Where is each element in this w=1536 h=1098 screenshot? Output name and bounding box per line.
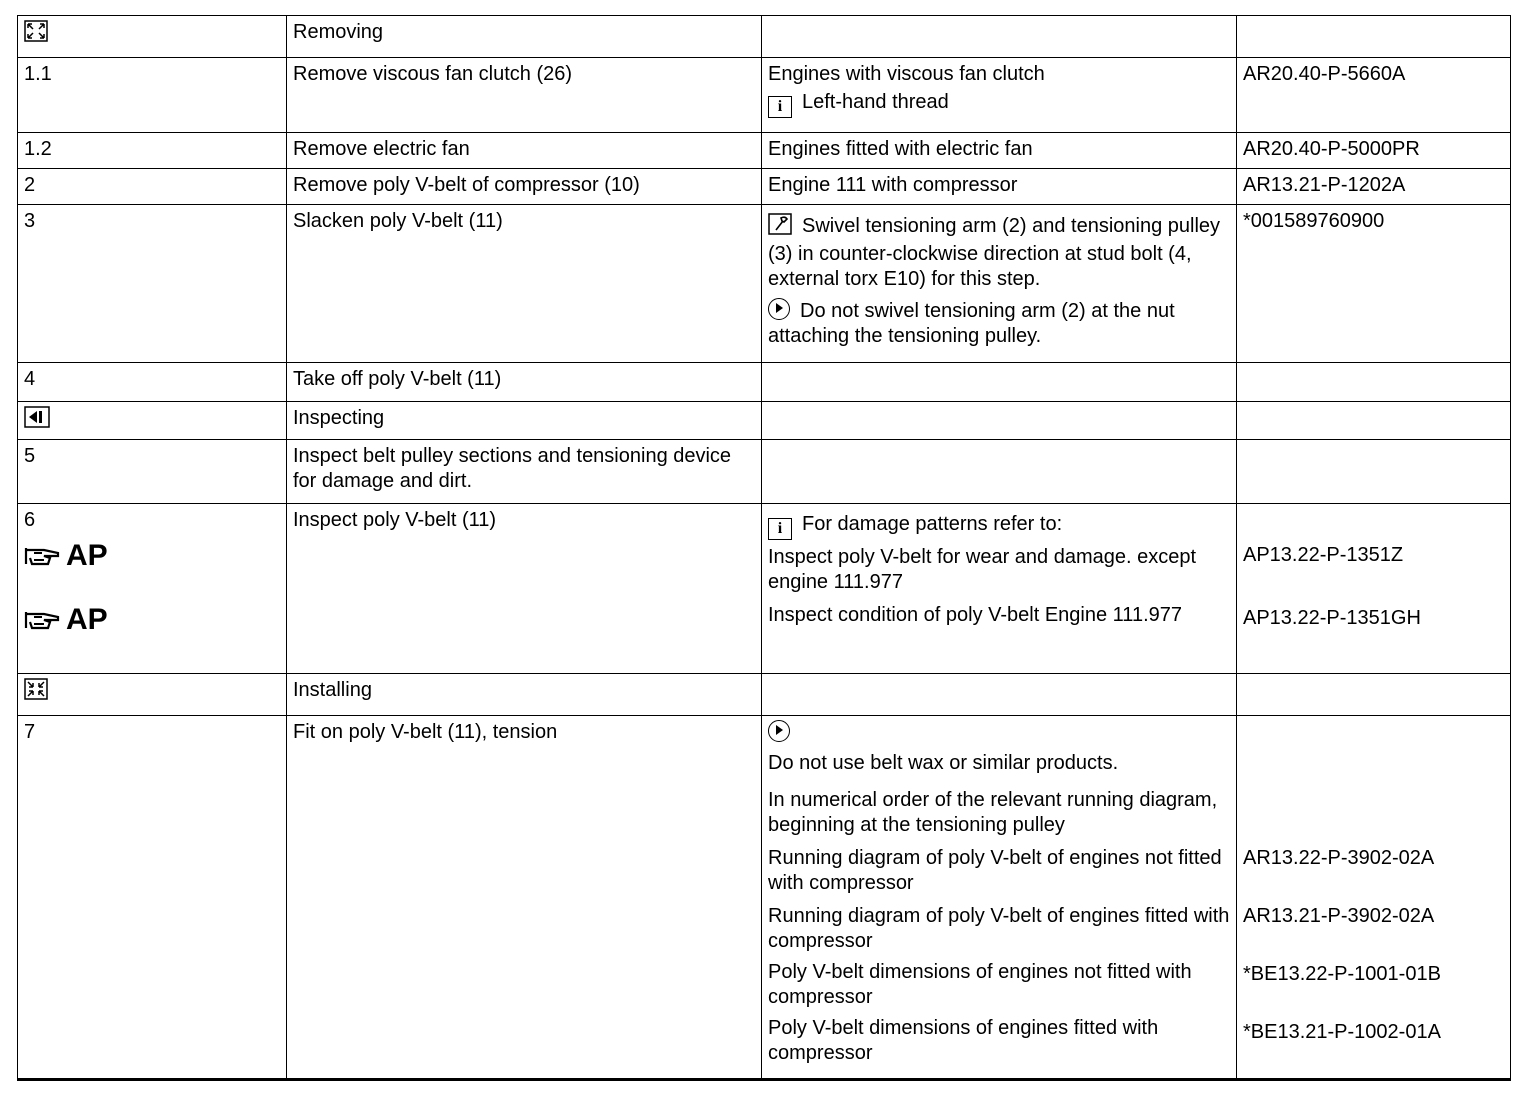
reference-link[interactable]: *BE13.22-P-1001-01B <box>1243 963 1441 985</box>
action-text: Inspect poly V-belt (11) <box>287 504 762 674</box>
removing-icon <box>24 20 48 49</box>
table-row <box>18 58 1511 133</box>
note-cell <box>762 504 1237 674</box>
reference-link[interactable]: *001589760900 <box>1237 205 1511 363</box>
step-number: 3 <box>18 205 287 363</box>
action-text: Slacken poly V-belt (11) <box>287 205 762 363</box>
ap-reference-2[interactable] <box>24 603 280 637</box>
step-number: 5 <box>18 440 287 504</box>
reference-link[interactable]: *BE13.21-P-1002-01A <box>1243 1021 1441 1043</box>
ap-label: AP <box>66 539 108 572</box>
note-text: Do not use belt wax or similar products. <box>768 752 1119 774</box>
note-text: Poly V-belt dimensions of engines not fitted with compressor <box>768 961 1192 1008</box>
section-title-installing: Installing <box>287 674 762 716</box>
procedure-table <box>17 15 1511 1081</box>
action-text: Remove viscous fan clutch (26) <box>287 58 762 133</box>
note-text: Running diagram of poly V-belt of engines not fitted with compressor <box>768 847 1222 894</box>
note-text: For damage patterns refer to: <box>802 513 1063 535</box>
reference-link[interactable]: AR13.21-P-1202A <box>1237 169 1511 205</box>
step-cell <box>18 16 287 58</box>
step-number: 4 <box>18 363 287 402</box>
table-row <box>18 440 1511 504</box>
table-row <box>18 205 1511 363</box>
note-text: Engines fitted with electric fan <box>762 133 1237 169</box>
section-title-removing: Removing <box>287 16 762 58</box>
table-row <box>18 363 1511 402</box>
note-text: Engines with viscous fan clutch <box>768 63 1045 85</box>
reference-link[interactable]: AP13.22-P-1351Z <box>1243 544 1404 566</box>
note-text: In numerical order of the relevant running diagram, beginning at the tensioning pulley <box>768 789 1218 836</box>
note-text: Swivel tensioning arm (2) and tensioning pulley (3) in counter-clockwise direction at stud bolt (4, external torx E10) for this step. <box>768 215 1221 290</box>
action-text: Take off poly V-belt (11) <box>287 363 762 402</box>
pointing-hand-icon <box>24 608 64 632</box>
caution-icon <box>768 298 790 320</box>
section-title-inspecting: Inspecting <box>287 402 762 440</box>
note-text: Do not swivel tensioning arm (2) at the nut attaching the tensioning pulley. <box>768 300 1175 347</box>
step-number: 1.2 <box>18 133 287 169</box>
action-text: Remove electric fan <box>287 133 762 169</box>
step-cell <box>18 674 287 716</box>
note-cell <box>762 58 1237 133</box>
table-row <box>18 133 1511 169</box>
note-cell <box>762 716 1237 1080</box>
note-text: Left-hand thread <box>802 91 949 113</box>
ap-label: AP <box>66 603 108 636</box>
note-cell <box>762 205 1237 363</box>
tool-icon <box>768 213 792 242</box>
note-text: Running diagram of poly V-belt of engines fitted with compressor <box>768 905 1230 952</box>
action-text: Inspect belt pulley sections and tensioning device for damage and dirt. <box>287 440 762 504</box>
inspecting-icon <box>24 406 50 435</box>
reference-link[interactable]: AR13.22-P-3902-02A <box>1243 847 1435 869</box>
step-number: 6 <box>24 509 36 531</box>
pointing-hand-icon <box>24 544 64 568</box>
step-cell <box>18 504 287 674</box>
installing-icon <box>24 678 48 707</box>
reference-link[interactable]: AR20.40-P-5660A <box>1237 58 1511 133</box>
section-row-inspecting <box>18 402 1511 440</box>
caution-icon <box>768 720 790 742</box>
step-cell <box>18 402 287 440</box>
note-text: Inspect poly V-belt for wear and damage. except engine 111.977 <box>768 546 1197 593</box>
table-row <box>18 169 1511 205</box>
note-text: Poly V-belt dimensions of engines fitted with compressor <box>768 1017 1159 1064</box>
info-icon: i <box>768 518 792 540</box>
table-row <box>18 504 1511 674</box>
reference-link[interactable]: AR13.21-P-3902-02A <box>1243 905 1435 927</box>
note-text: Inspect condition of poly V-belt Engine 111.977 <box>768 604 1182 626</box>
step-number: 2 <box>18 169 287 205</box>
reference-link[interactable]: AR20.40-P-5000PR <box>1237 133 1511 169</box>
procedure-document <box>17 15 1510 1081</box>
note-text: Engine 111 with compressor <box>762 169 1237 205</box>
step-number: 1.1 <box>18 58 287 133</box>
reference-cell <box>1237 716 1511 1080</box>
action-text: Fit on poly V-belt (11), tension <box>287 716 762 1080</box>
ap-reference-1[interactable] <box>24 539 280 573</box>
info-icon: i <box>768 96 792 118</box>
section-row-removing <box>18 16 1511 58</box>
reference-cell <box>1237 504 1511 674</box>
table-row <box>18 716 1511 1080</box>
action-text: Remove poly V-belt of compressor (10) <box>287 169 762 205</box>
reference-link[interactable]: AP13.22-P-1351GH <box>1243 607 1421 629</box>
section-row-installing <box>18 674 1511 716</box>
step-number: 7 <box>18 716 287 1080</box>
